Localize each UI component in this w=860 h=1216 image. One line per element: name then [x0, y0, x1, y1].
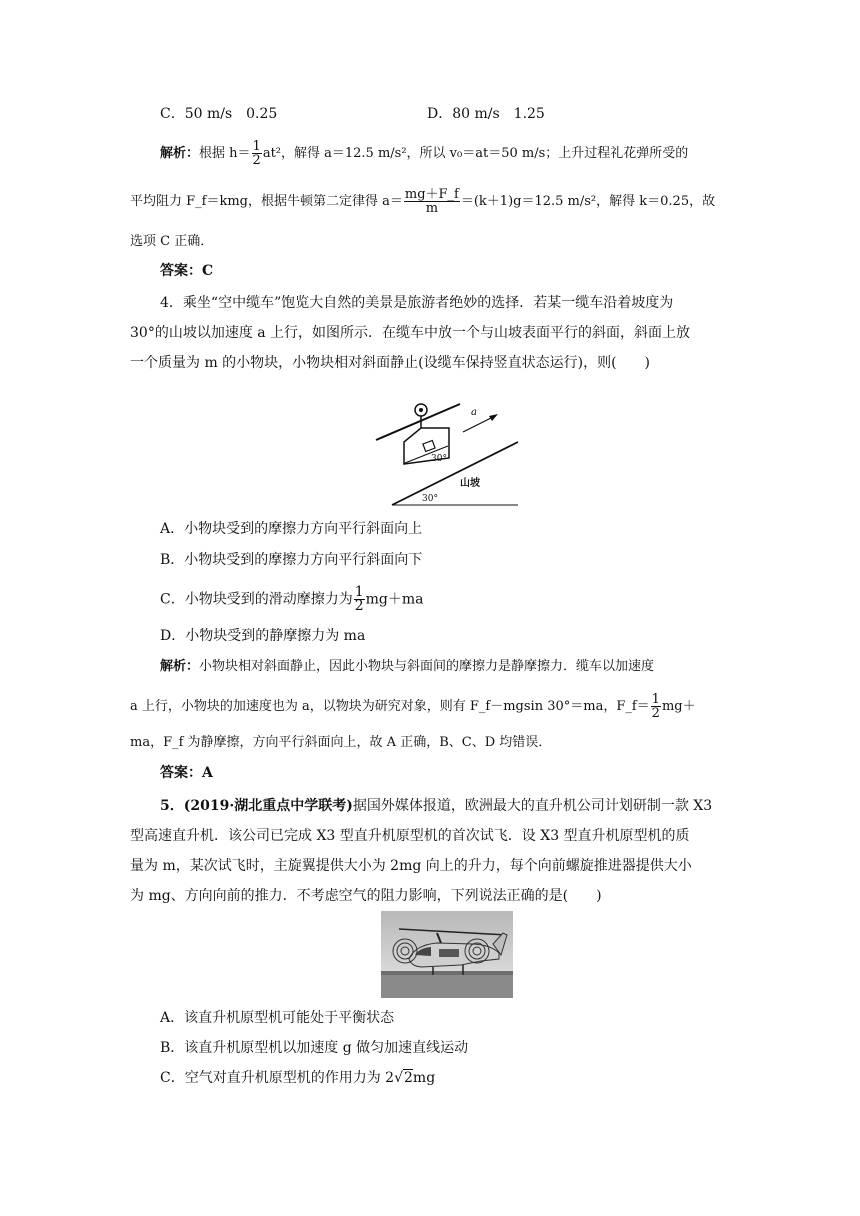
slope-label: 山坡	[460, 478, 480, 489]
q4-stem-line-1: 4．乘坐“空中缆车”饱览大自然的美景是旅游者绝妙的选择．若某一缆车沿着坡度为	[160, 295, 674, 311]
q3-answer: 答案：C	[160, 263, 214, 279]
q4-answer: 答案：A	[160, 765, 213, 781]
analysis-label: 解析：	[160, 659, 200, 674]
helicopter-photo	[381, 911, 513, 998]
q3-analysis-line-3: 选项 C 正确．	[130, 234, 214, 249]
q4-analysis-line-3: ma，F_f 为静摩擦，方向平行斜面向上，故 A 正确，B、C、D 均错误．	[130, 735, 552, 750]
angle-label-top: 30°	[431, 454, 447, 464]
fraction-half: $\frac{1}{2}$	[252, 139, 261, 168]
q3-option-c: C．50 m/s 0.25	[160, 106, 278, 122]
q4-analysis-line-2: a 上行，小物块的加速度也为 a，以物块为研究对象，则有 F_f－mgsin 30°＝ma，F_f＝ $\frac{1}{2}$ mg＋	[130, 692, 696, 721]
q4-option-c: C．小物块受到的滑动摩擦力为 $\frac{1}{2}$ mg＋ma	[160, 584, 424, 614]
q5-option-a: A．该直升机原型机可能处于平衡状态	[160, 1010, 395, 1026]
q4-stem-line-3: 一个质量为 m 的小物块，小物块相对斜面静止(设缆车保持竖直状态运行)，则( )	[130, 355, 651, 371]
q4-stem-line-2: 30°的山坡以加速度 a 上行，如图所示．在缆车中放一个与山坡表面平行的斜面，斜面上放	[130, 325, 691, 341]
q3-analysis-line-2: 平均阻力 F_f＝kmg，根据牛顿第二定律得 a＝ $\frac{mg+F\_f}{m}$ ＝(k＋1)g＝12.5 m/s²，解得 k＝0.25，故	[130, 187, 716, 216]
q5-option-b: B．该直升机原型机以加速度 g 做匀加速直线运动	[160, 1040, 469, 1056]
q3-option-d: D．80 m/s 1.25	[427, 106, 545, 122]
q5-stem-line-2: 型高速直升机．该公司已完成 X3 型直升机原型机的首次试飞．设 X3 型直升机原型机的质	[130, 828, 690, 844]
q4-option-a: A．小物块受到的摩擦力方向平行斜面向上	[160, 521, 423, 537]
accel-label: a	[471, 407, 477, 418]
q3-analysis-line-1: 解析：根据 h＝ $\frac{1}{2}$ at²，解得 a＝12.5 m/s²，所以 v₀＝at＝50 m/s；上升过程礼花弹所受的	[160, 139, 689, 168]
fraction-force: $\frac{mg+F\_f}{m}$	[404, 187, 459, 216]
fraction-half: $\frac{1}{2}$	[354, 584, 364, 614]
angle-label-bottom: 30°	[422, 494, 438, 504]
q5-option-c: C．空气对直升机原型机的作用力为 2√2mg	[160, 1070, 436, 1086]
sqrt-icon: √	[394, 1070, 403, 1086]
fraction-half: $\frac{1}{2}$	[651, 692, 660, 721]
analysis-label: 解析：	[160, 146, 200, 161]
q5-stem-line-1: 5．(2019·湖北重点中学联考)据国外媒体报道，欧洲最大的直升机公司计划研制一款 X3	[160, 798, 713, 814]
q4-analysis-line-1: 解析：小物块相对斜面静止，因此小物块与斜面间的摩擦力是静摩擦力．缆车以加速度	[160, 659, 655, 674]
q4-option-d: D．小物块受到的静摩擦力为 ma	[160, 628, 366, 644]
q5-stem-line-3: 量为 m，某次试飞时，主旋翼提供大小为 2mg 向上的升力，每个向前螺旋推进器提供大小	[130, 858, 692, 874]
q4-option-b: B．小物块受到的摩擦力方向平行斜面向下	[160, 552, 423, 568]
cable-car-diagram	[374, 394, 520, 508]
q5-stem-line-4: 为 mg、方向向前的推力．不考虑空气的阻力影响，下列说法正确的是( )	[130, 888, 602, 904]
